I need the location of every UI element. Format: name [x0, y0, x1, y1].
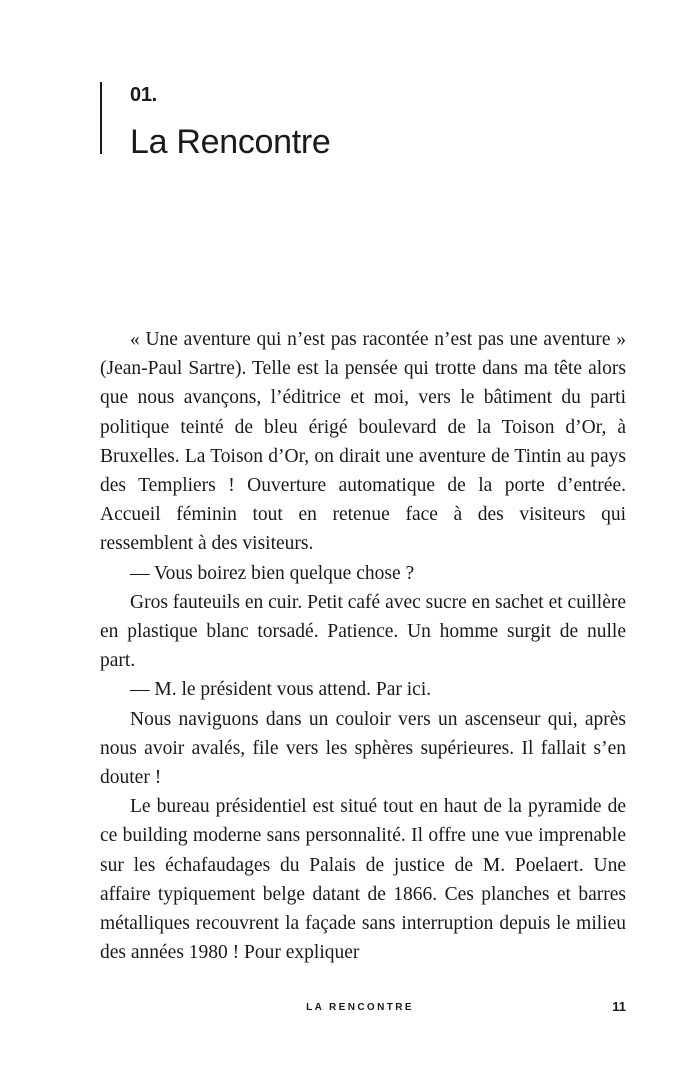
chapter-title: La Rencontre	[130, 123, 331, 161]
running-head: LA RENCONTRE	[306, 1002, 414, 1013]
paragraph: « Une aventure qui n’est pas racontée n’est pas une aventure » (Jean-Paul Sartre). Telle est la pensée qui trotte dans ma tête alors que nous avançons, l’éditrice et moi, vers le bâtiment du parti politique teinté de bleu érigé boulevard de la Toison d’Or, à Bruxelles. La Toison d’Or, on dirait une aventure de Tintin au pays des Templiers ! Ouverture automatique de la porte d’entrée. Accueil féminin tout en retenue face à des visiteurs qui ressemblent à des visiteurs.	[100, 329, 626, 555]
chapter-number: 01.	[130, 84, 157, 106]
chapter-body	[100, 325, 626, 967]
dialogue-line: — Vous boirez bien quelque chose ?	[130, 562, 415, 584]
paragraph: Gros fauteuils en cuir. Petit café avec sucre en sachet et cuillère en plastique blanc torsadé. Patience. Un homme surgit de nulle part.	[100, 591, 626, 672]
dialogue-line: — M. le président vous attend. Par ici.	[130, 679, 432, 701]
paragraph: Le bureau présidentiel est situé tout en haut de la pyramide de ce building moderne sans personnalité. Il offre une vue imprenable sur les échafaudages du Palais de justice de M. Poelaert. Une affaire typiquement belge datant de 1866. Ces planches et barres métalliques recouvrent la façade sans interruption depuis le milieu des années 1980 ! Pour expliquer	[100, 796, 626, 964]
paragraph: Nous naviguons dans un couloir vers un ascenseur qui, après nous avoir avalés, file vers les sphères supérieures. Il fallait s’en douter !	[100, 708, 626, 789]
page-number: 11	[612, 999, 626, 1014]
chapter-heading-rule	[100, 82, 102, 154]
